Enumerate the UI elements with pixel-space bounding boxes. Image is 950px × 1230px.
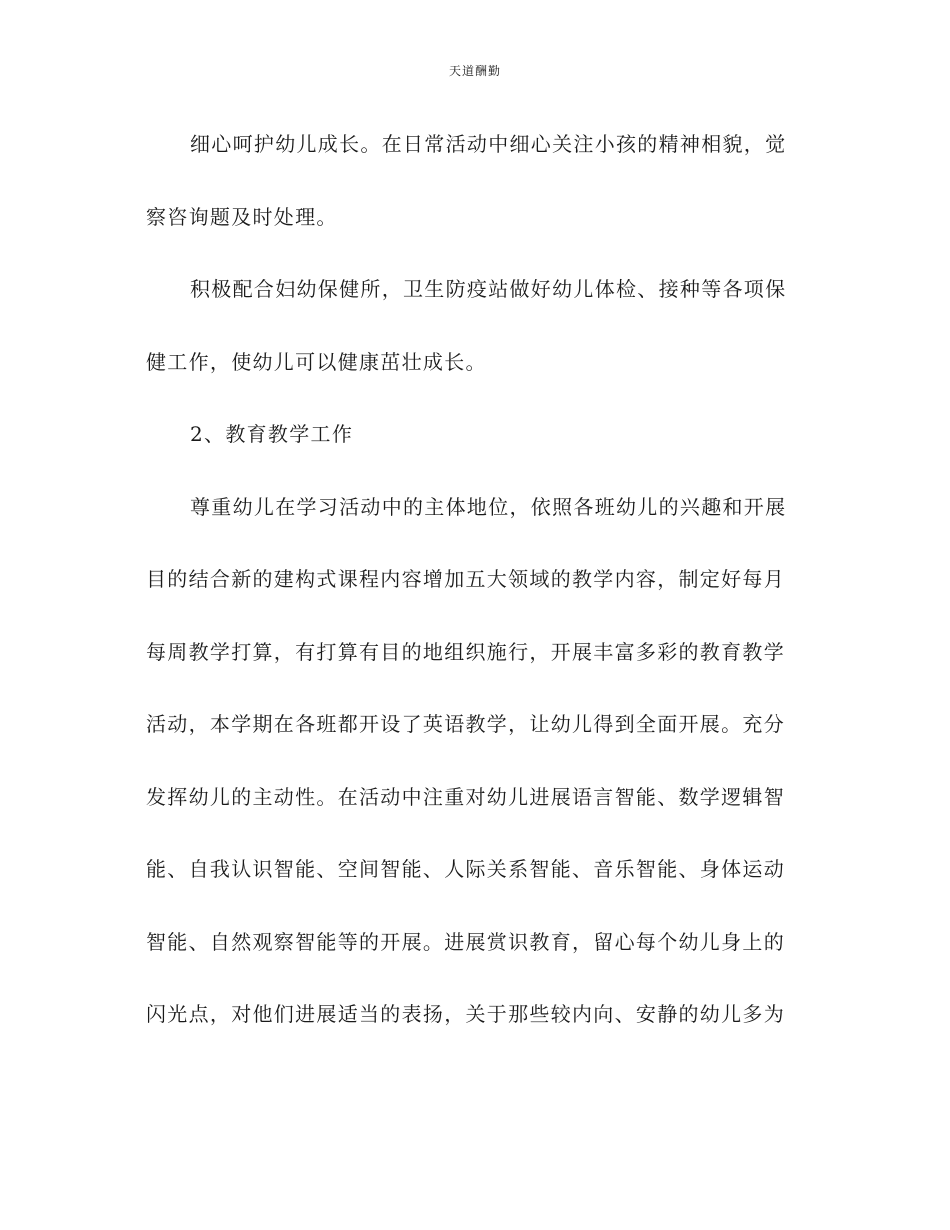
text-line: 活动，本学期在各班都开设了英语教学，让幼儿得到全面开展。充分 [146,712,785,736]
text-line: 每周教学打算，有打算有目的地组织施行，开展丰富多彩的教育教学 [146,639,785,664]
text-line: 智能、自然观察智能等的开展。进展赏识教育，留心每个幼儿身上的 [146,929,785,954]
body-text [146,118,808,1061]
section-heading: 2、教育教学工作 [190,422,354,446]
text-line: 察咨询题及时处理。 [146,204,338,229]
text-line: 细心呵护幼儿成长。在日常活动中细心关注小孩的精神相貌，觉 [190,132,787,156]
text-line: 能、自我认识智能、空间智能、人际关系智能、音乐智能、身体运动 [146,857,785,881]
text-line: 健工作，使幼儿可以健康茁壮成长。 [146,349,487,374]
text-line: 目的结合新的建构式课程内容增加五大领域的教学内容，制定好每月 [146,567,785,591]
text-line: 发挥幼儿的主动性。在活动中注重对幼儿进展语言智能、数学逻辑智 [146,784,785,809]
page-header: 天道酬勤 [448,64,501,78]
text-line: 闪光点，对他们进展适当的表扬，关于那些较内向、安静的幼儿多为 [146,1002,785,1026]
text-line: 尊重幼儿在学习活动中的主体地位，依照各班幼儿的兴趣和开展 [190,494,787,519]
text-line: 积极配合妇幼保健所，卫生防疫站做好幼儿体检、接种等各项保 [190,277,787,301]
